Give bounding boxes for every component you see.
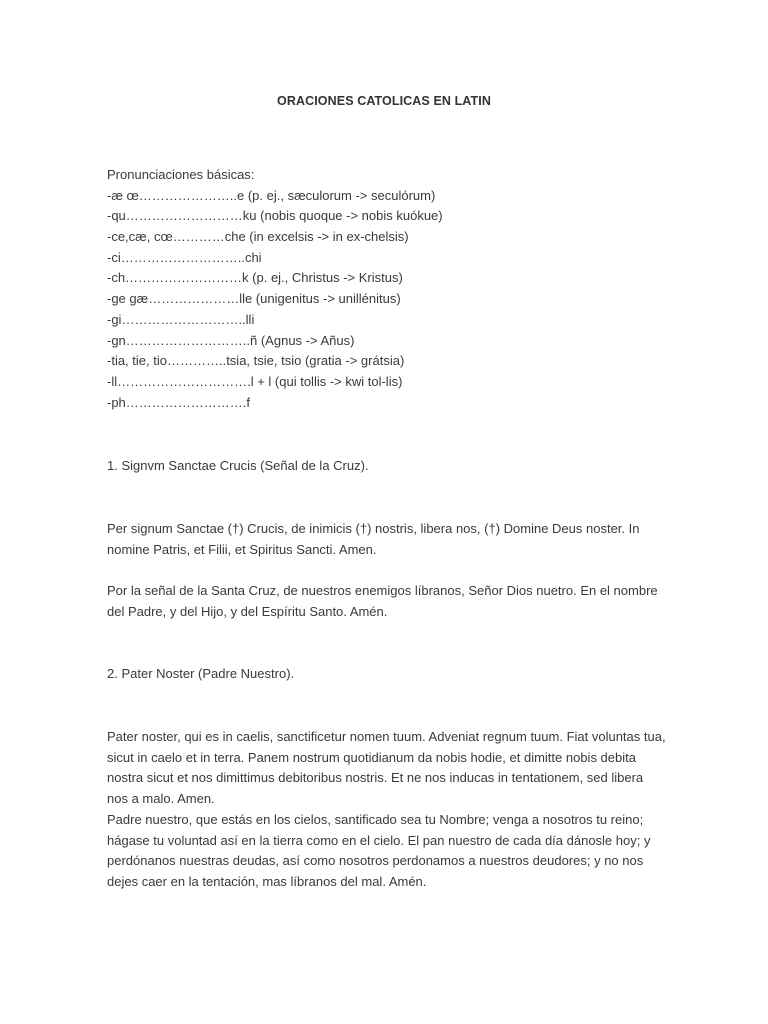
- pronunciation-line: -æ œ…………………..e (p. ej., sæculorum -> seculórum): [107, 187, 436, 203]
- document-title: ORACIONES CATOLICAS EN LATIN: [277, 94, 491, 108]
- prayer-latin-text: Pater noster, qui es in caelis, sanctificetur nomen tuum. Adveniat regnum tuum. Fiat voluntas tua, sicut in caelo et in terra. Panem nostrum quotidianum da nobis hodie, et dimitte nobis debita nostra sicut et nos dimittimus debitoribus nostris. Et ne nos inducas in tentationem, sed libera nos a malo. Amen.: [107, 729, 666, 807]
- prayer-text-group: [107, 727, 667, 893]
- prayer-spanish-text: Padre nuestro, que estás en los cielos, santificado sea tu Nombre; venga a nosotros tu reino; hágase tu voluntad así en la tierra como en el cielo. El pan nuestro de cada día dánosle hoy; y perdónanos nuestras deudas, así como nosotros perdonamos a nuestros deudores; y no nos dejes caer en la tentación, mas líbranos del mal. Amén.: [107, 811, 651, 889]
- prayer-latin-text: Per signum Sanctae (†) Crucis, de inimicis (†) nostris, libera nos, (†) Domine Deus noster. In nomine Patris, et Filii, et Spiritus Sancti. Amen.: [107, 521, 640, 557]
- pronunciation-line: -ce,cæ, cœ…………che (in excelsis -> in ex-chelsis): [107, 229, 409, 245]
- pronunciation-list: [107, 165, 667, 413]
- section-title: 2. Pater Noster (Padre Nuestro).: [107, 666, 295, 681]
- pronunciation-line: -ci………………………..chi: [107, 249, 262, 265]
- pronunciation-heading: Pronunciaciones básicas:: [107, 167, 255, 182]
- pronunciation-line: -qu………………………ku (nobis quoque -> nobis kuókue): [107, 208, 443, 224]
- pronunciation-line: -ch………………………k (p. ej., Christus -> Kristus): [107, 270, 403, 286]
- pronunciation-line: -tia, tie, tio…………..tsia, tsie, tsio (gratia -> grátsia): [107, 353, 405, 369]
- pronunciation-line: -ge gæ…………………lle (unigenitus -> unillénitus): [107, 291, 401, 307]
- pronunciation-line: -gi………………………..lli: [107, 311, 255, 327]
- pronunciation-line: -ll………………………….l + l (qui tollis -> kwi tol-lis): [107, 373, 403, 389]
- prayer-spanish-text: Por la señal de la Santa Cruz, de nuestros enemigos líbranos, Señor Dios nuetro. En el nombre del Padre, y del Hijo, y del Espíritu Santo. Amén.: [107, 583, 658, 619]
- pronunciation-line: -ph……………………….f: [107, 394, 251, 410]
- pronunciation-line: -gn………………………..ñ (Agnus -> Añus): [107, 332, 355, 348]
- section-title: 1. Signvm Sanctae Crucis (Señal de la Cruz).: [107, 458, 369, 473]
